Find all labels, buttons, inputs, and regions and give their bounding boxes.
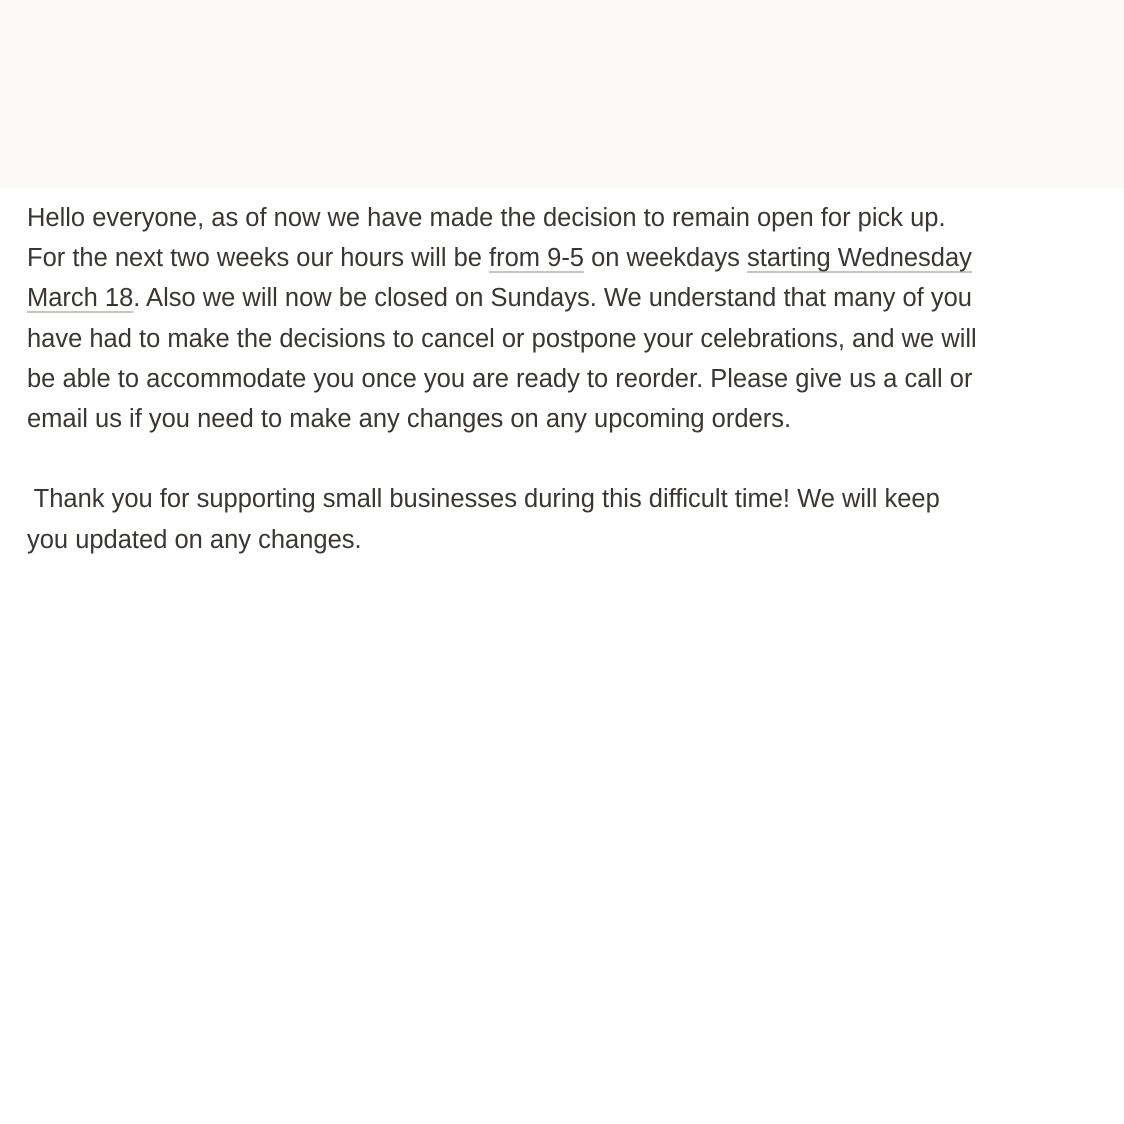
text-segment: . Also we will now be closed on Sundays. We understand that many of you — [133, 284, 972, 313]
paragraph-thanks — [27, 479, 1112, 559]
header-band — [0, 0, 1124, 188]
hours-link[interactable]: from 9-5 — [489, 244, 584, 273]
text-line: you updated on any changes. — [27, 525, 362, 554]
text-line: have had to make the decisions to cancel or postpone your celebrations, and we will — [27, 324, 977, 353]
text-line: Hello everyone, as of now we have made the decision to remain open for pick up. — [27, 204, 946, 232]
paragraph-update — [27, 198, 1112, 439]
text-line — [27, 238, 1112, 278]
date-link-end[interactable]: March 18 — [27, 284, 134, 313]
paragraph-spacer — [27, 439, 1112, 479]
text-line: be able to accommodate you once you are ready to reorder. Please give us a call or — [27, 364, 973, 393]
text-segment: on weekdays — [584, 244, 748, 273]
text-line: email us if you need to make any changes on any upcoming orders. — [27, 405, 792, 434]
text-line — [27, 278, 1112, 318]
text-segment: For the next two weeks our hours will be — [27, 244, 490, 273]
text-line: Thank you for supporting small businesses during this difficult time! We will keep — [27, 485, 940, 514]
announcement-text — [27, 198, 1112, 560]
date-link-start[interactable]: starting Wednesday — [747, 244, 972, 273]
